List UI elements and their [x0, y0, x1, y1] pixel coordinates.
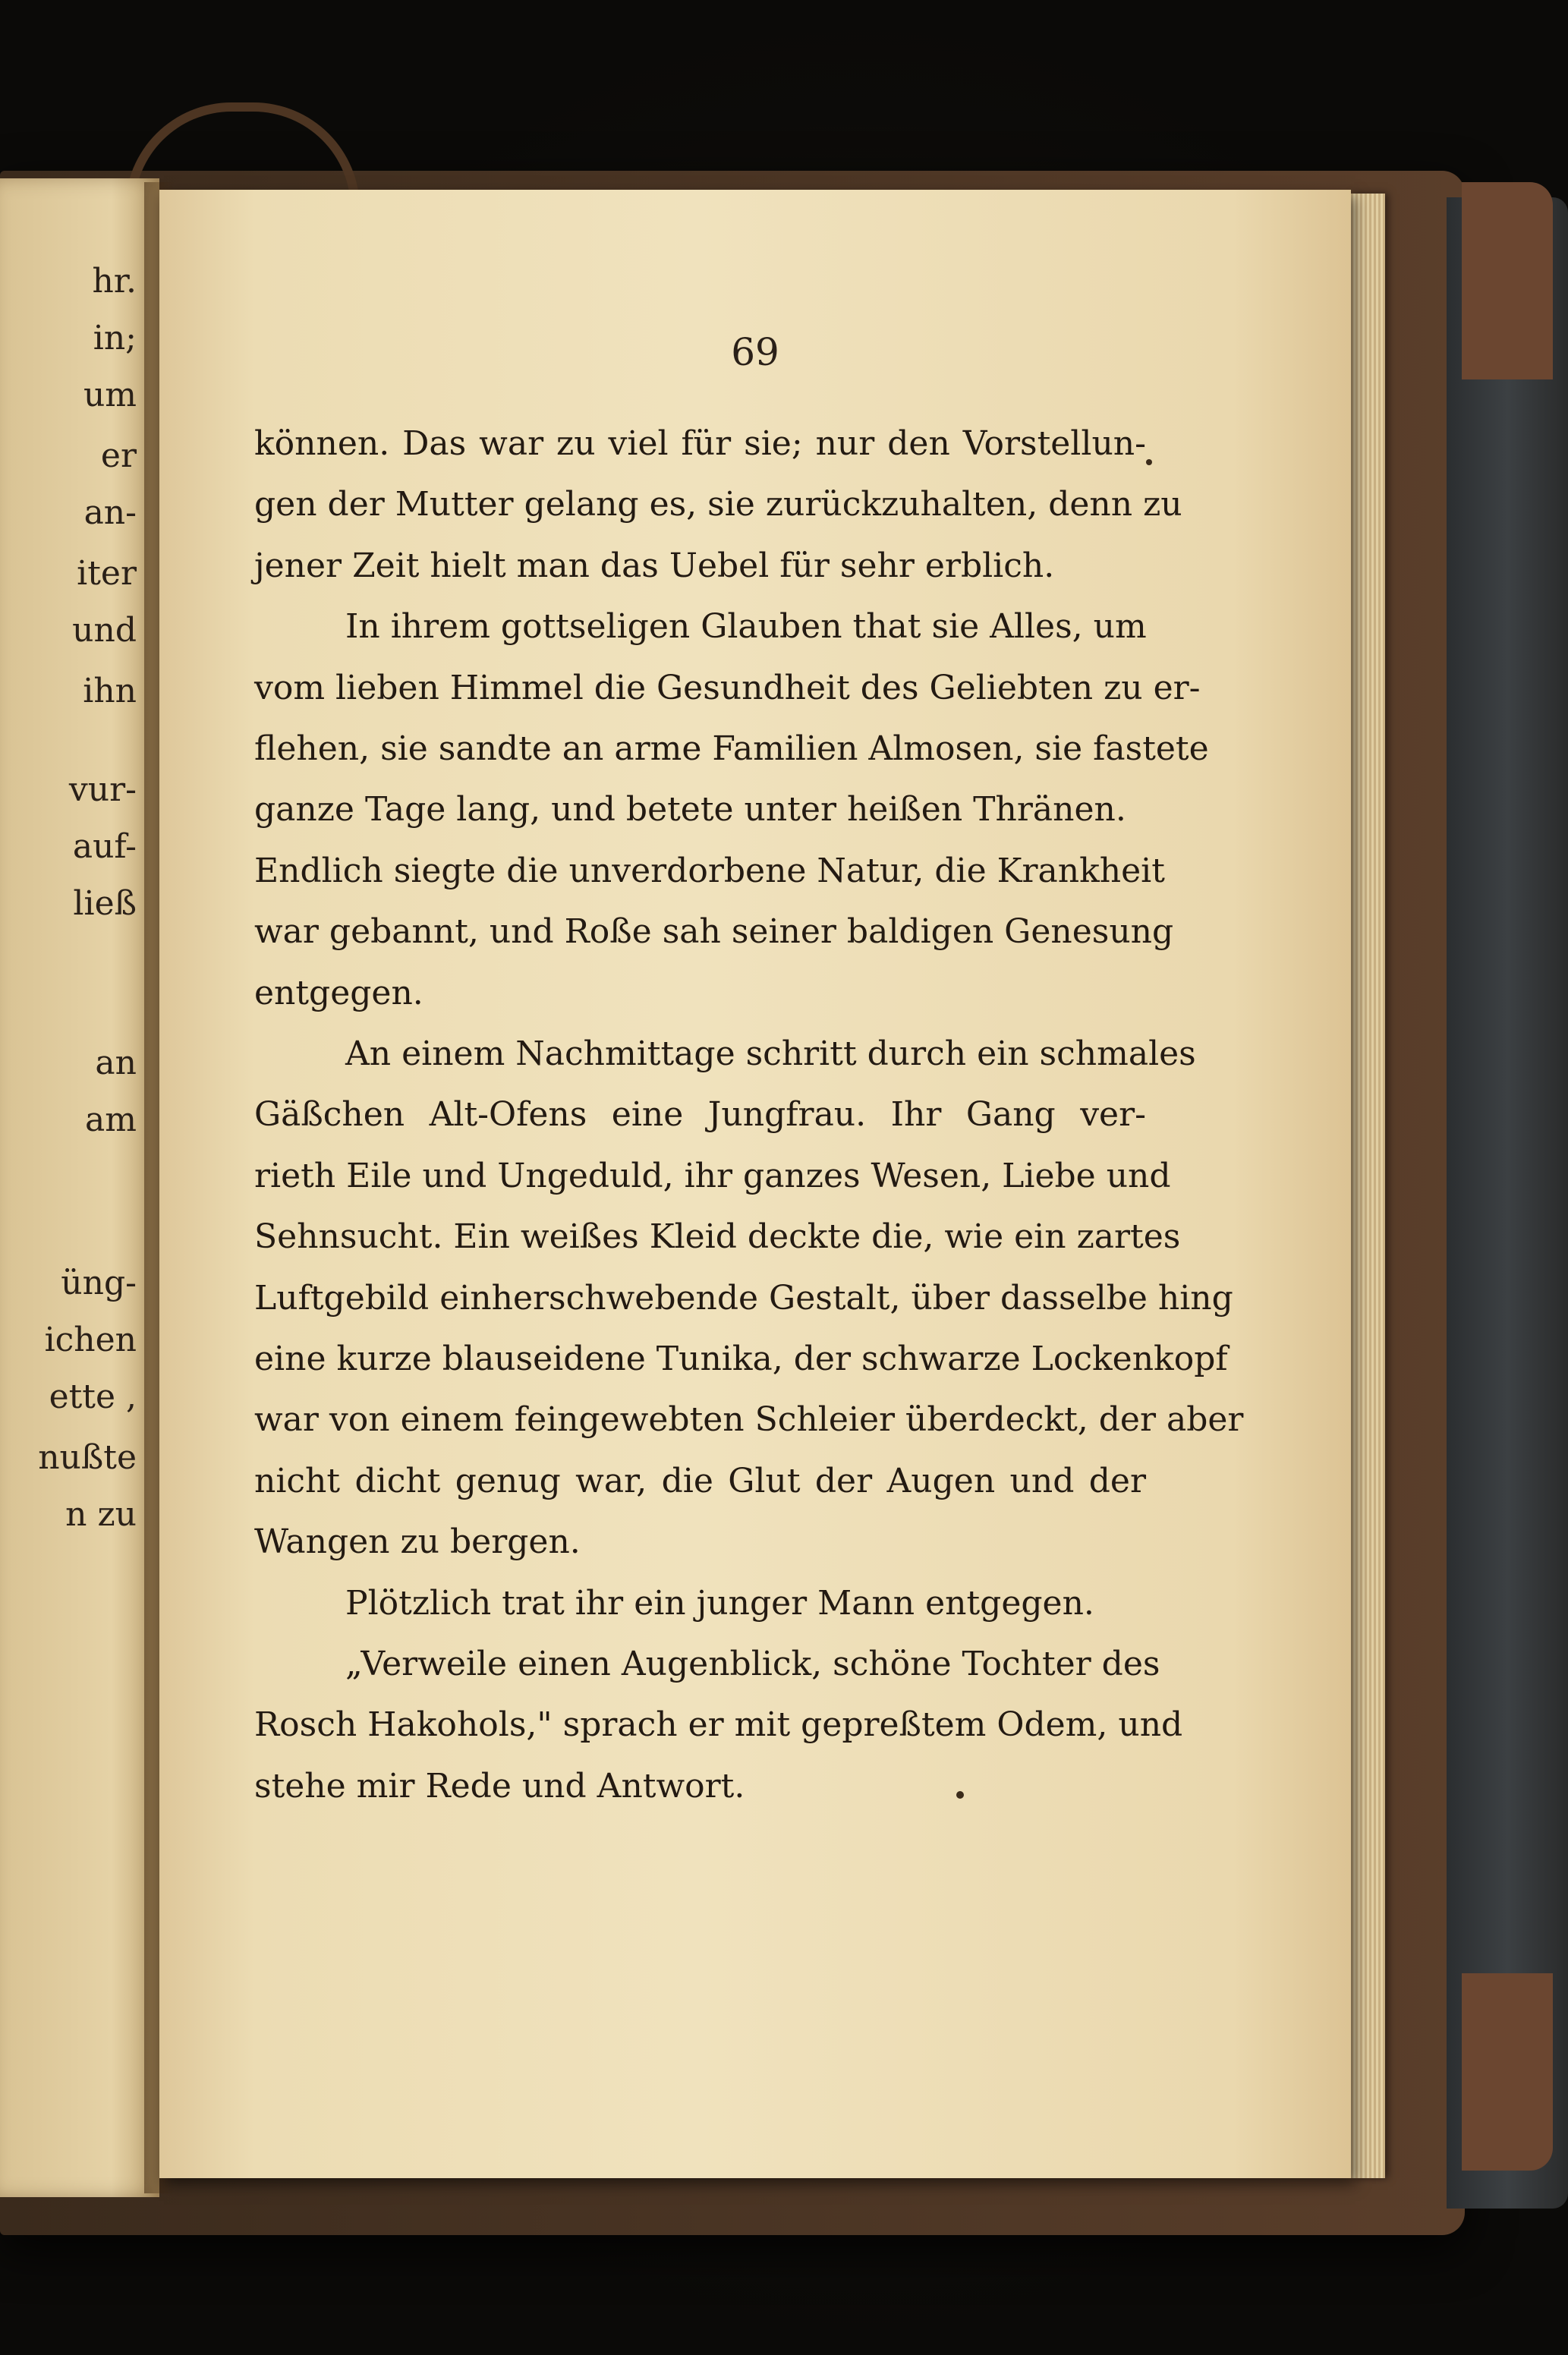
left-page: [0, 178, 159, 2197]
left-page-fragment: üng-: [61, 1264, 137, 1302]
left-page-fragment: hr.: [92, 262, 137, 301]
text-line: In ihrem gottseligen Glauben that sie Alles, um: [345, 607, 1147, 647]
text-line: war von einem feingewebten Schleier überdeckt, der aber: [254, 1400, 1244, 1440]
left-page-fragment: in;: [93, 319, 137, 357]
text-line: können. Das war zu viel für sie; nur den Vorstellun-: [254, 424, 1146, 463]
text-line: war gebannt, und Roße sah seiner baldigen Genesung: [254, 912, 1174, 952]
left-page-fragment: am: [85, 1100, 137, 1139]
text-line: Wangen zu bergen.: [254, 1522, 581, 1562]
text-line: „Verweile einen Augenblick, schöne Tochter des: [345, 1645, 1160, 1683]
left-page-fragment: an: [95, 1044, 137, 1082]
text-line: Plötzlich trat ihr ein junger Mann entgegen.: [345, 1583, 1094, 1623]
leather-corner-top: [1462, 182, 1553, 379]
text-line: flehen, sie sandte an arme Familien Almosen, sie fastete: [254, 729, 1209, 768]
text-line: An einem Nachmittage schritt durch ein schmales: [345, 1034, 1196, 1073]
left-page-fragment: ihn: [83, 672, 137, 710]
text-line: ganze Tage lang, und betete unter heißen Thränen.: [254, 790, 1126, 830]
text-line: gen der Mutter gelang es, sie zurückzuhalten, denn zu: [254, 485, 1182, 524]
text-line: stehe mir Rede und Antwort.: [254, 1766, 745, 1806]
page-edges: [1351, 194, 1385, 2178]
left-page-fragment: er: [100, 436, 137, 475]
page-number: 69: [731, 330, 779, 374]
left-page-fragment: an-: [83, 493, 137, 532]
book-cover-edge: [1447, 197, 1568, 2209]
left-page-fragment: ette ,: [49, 1377, 137, 1416]
left-page-fragment: vur-: [68, 770, 137, 809]
text-line: entgegen.: [254, 973, 423, 1012]
text-line: nicht dicht genug war, die Glut der Augen und der: [254, 1461, 1146, 1500]
paper-speck: [1146, 459, 1152, 465]
left-page-fragment: und: [72, 611, 137, 650]
text-line: Rosch Hakohols," sprach er mit gepreßtem Odem, und: [254, 1705, 1183, 1745]
left-page-fragment: auf-: [72, 827, 137, 866]
left-page-fragment: nußte: [38, 1438, 137, 1477]
text-line: jener Zeit hielt man das Uebel für sehr erblich.: [254, 546, 1055, 585]
left-page-fragment: iter: [77, 554, 137, 593]
left-page-fragment: ließ: [73, 884, 137, 923]
text-line: Sehnsucht. Ein weißes Kleid deckte die, wie ein zartes: [254, 1217, 1181, 1257]
text-line: vom lieben Himmel die Gesundheit des Geliebten zu er-: [254, 668, 1201, 707]
text-line: Gäßchen Alt-Ofens eine Jungfrau. Ihr Gang ver-: [254, 1095, 1146, 1135]
text-line: rieth Eile und Ungeduld, ihr ganzes Wesen, Liebe und: [254, 1156, 1171, 1195]
left-page-fragment: ichen: [44, 1321, 137, 1359]
right-page: [159, 190, 1351, 2178]
text-line: Endlich siegte die unverdorbene Natur, die Krankheit: [254, 851, 1165, 890]
paper-speck: [956, 1791, 964, 1799]
text-line: eine kurze blauseidene Tunika, der schwarze Lockenkopf: [254, 1340, 1228, 1378]
left-page-fragment: um: [83, 376, 137, 414]
left-page-fragment: n zu: [65, 1495, 137, 1534]
text-line: Luftgebild einherschwebende Gestalt, über dasselbe hing: [254, 1278, 1233, 1318]
leather-corner-bottom: [1462, 1973, 1553, 2171]
